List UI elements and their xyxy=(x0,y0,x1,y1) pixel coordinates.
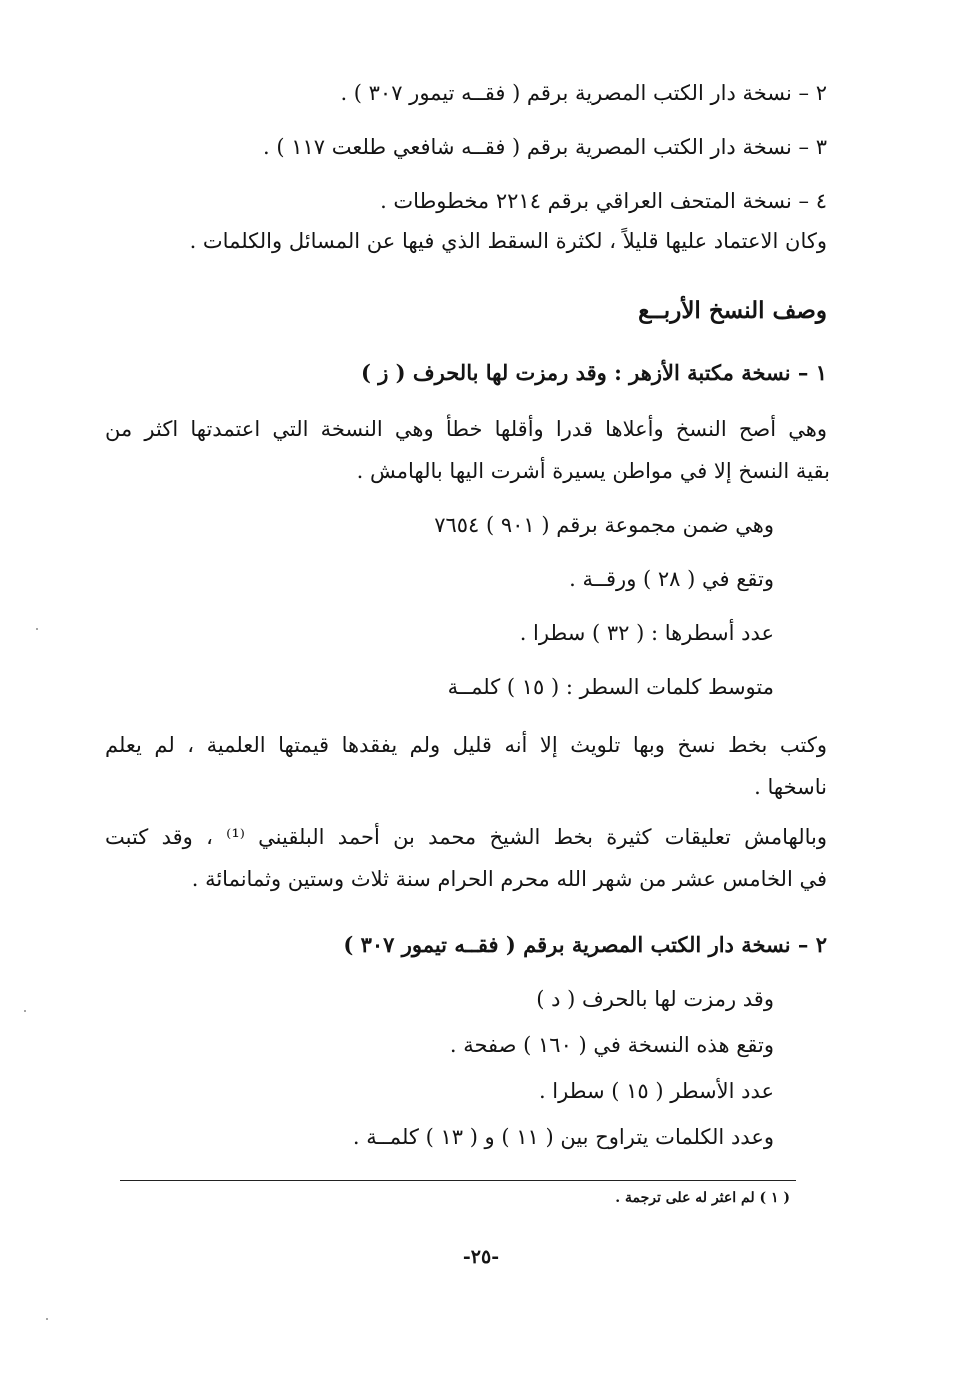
copy1-heading: ١ – نسخة مكتبة الأزهر : وقد رمزت لها بالحرف ( ز ) xyxy=(360,360,827,385)
copy2-page-count: وتقع هذه النسخة في ( ١٦٠ ) صفحة . xyxy=(449,1033,774,1057)
copy1-leaf-count: وتقع في ( ٢٨ ) ورقــة . xyxy=(569,567,774,591)
copy1-line-count: عدد أسطرها : ( ٣٢ ) سطرا . xyxy=(519,621,774,645)
copy2-line-count: عدد الأسطر ( ١٥ ) سطرا . xyxy=(538,1079,774,1103)
section-heading: وصف النسخ الأربــع xyxy=(638,297,827,324)
copy1-description-line2: بقية النسخ إلا في مواطن يسيرة أشرت اليها بالهامش . xyxy=(356,459,830,483)
scan-speck xyxy=(24,1010,26,1012)
copy2-symbol: وقد رمزت لها بالحرف ( د ) xyxy=(536,987,774,1011)
scan-speck xyxy=(36,628,38,630)
copy1-margin-note-line2: في الخامس عشر من شهر الله محرم الحرام سنة ثلاث وستين وثمانمائة . xyxy=(191,867,827,891)
copy1-word-count: متوسط كلمات السطر : ( ١٥ ) كلمــة xyxy=(447,675,774,699)
copy1-script-line1: وكتب بخط نسخ وبها تلويث إلا أنه قليل ولم يفقدها قيمتها العلمية ، لم يعلم xyxy=(105,733,827,757)
copy2-heading: ٢ – نسخة دار الكتب المصرية برقم ( فقــه تيمور ٣٠٧ ) xyxy=(343,932,827,957)
reliance-note: وكان الاعتماد عليها قليلاً ، لكثرة السقط الذي فيها عن المسائل والكلمات . xyxy=(189,229,827,253)
footnote: ( ١ ) لم اعثر له على ترجمة . xyxy=(615,1190,790,1206)
copy2-word-count: وعدد الكلمات يتراوح بين ( ١١ ) و ( ١٣ ) كلمــة . xyxy=(352,1125,774,1149)
copy1-description-line1: وهي أصح النسخ وأعلاها قدرا وأقلها خطأ وهي النسخة التي اعتمدتها اكثر من xyxy=(105,417,827,441)
page-number: -٢٥- xyxy=(462,1246,500,1268)
copy1-collection-number: وهي ضمن مجموعة برقم ( ٩٠١ ) ٧٦٥٤ xyxy=(434,513,774,537)
footnote-divider xyxy=(120,1180,796,1181)
list-item-copy-2: ٢ – نسخة دار الكتب المصرية برقم ( فقــه تيمور ٣٠٧ ) . xyxy=(340,81,827,105)
copy1-script-line2: ناسخها . xyxy=(754,775,827,799)
list-item-copy-3: ٣ – نسخة دار الكتب المصرية برقم ( فقــه شافعي طلعت ١١٧ ) . xyxy=(262,135,827,159)
scan-speck xyxy=(46,1318,48,1320)
copy1-margin-note-line1: وبالهامش تعليقات كثيرة بخط الشيخ محمد بن أحمد البلقيني ⁽¹⁾ ، وقد كتبت xyxy=(105,825,827,849)
list-item-copy-4: ٤ – نسخة المتحف العراقي برقم ٢٢١٤ مخطوطات . xyxy=(380,189,827,213)
